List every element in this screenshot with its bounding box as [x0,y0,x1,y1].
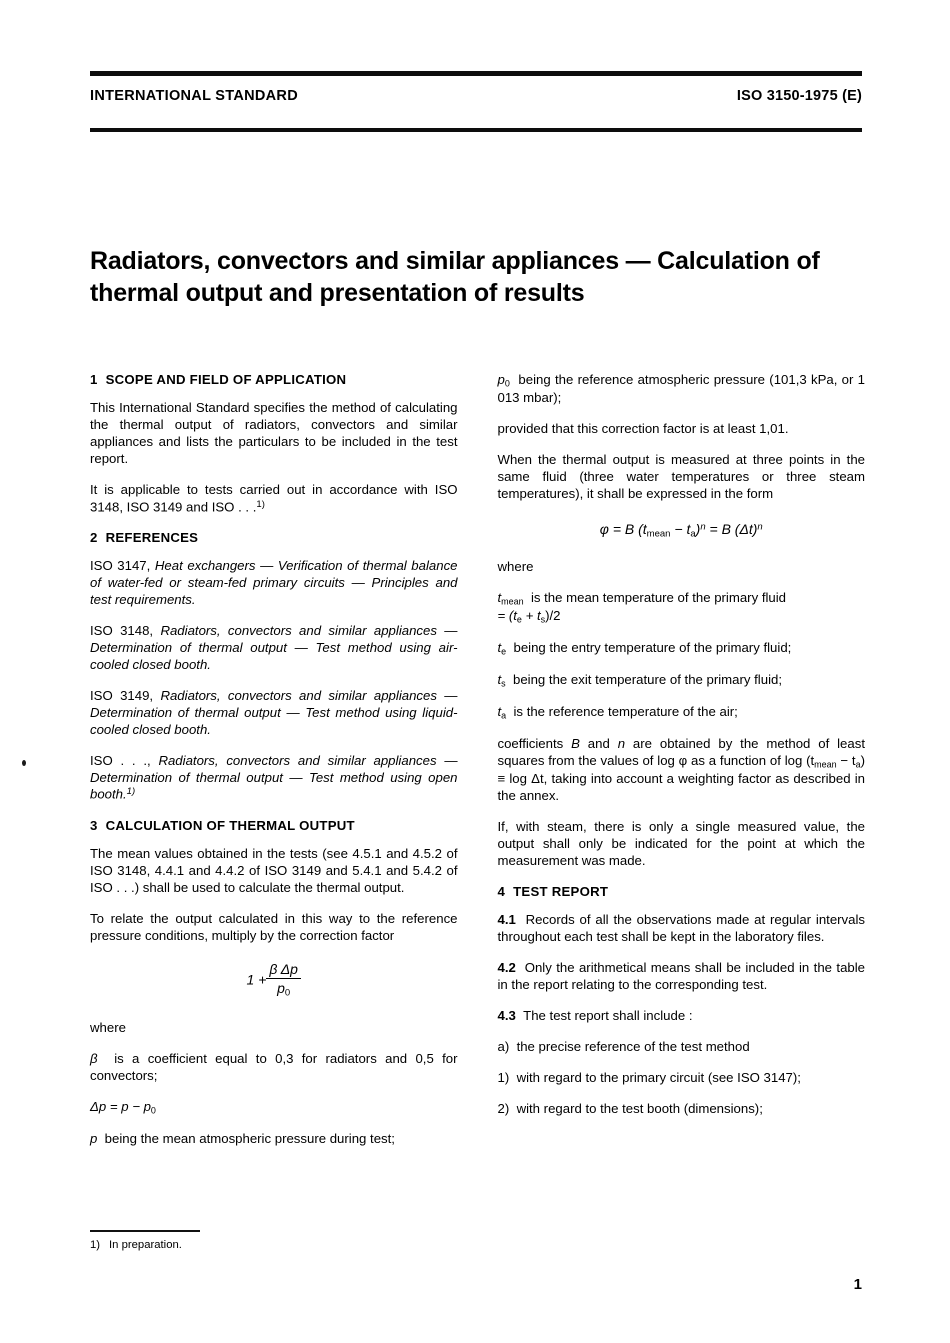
header-rule-bottom [90,128,862,132]
p0-definition-text: being the reference atmospheric pressure (101,3 kPa, or 1 013 mbar); [497,372,865,406]
page-header [90,88,862,104]
list-item-a-marker: a) [497,1038,510,1054]
p-definition [90,1131,458,1148]
clause-4-3 [498,1008,866,1025]
where-label-left: where [90,1020,126,1036]
formula-sup-n1: n [700,521,706,533]
clause-4-3-text: The test report shall include : [523,1008,693,1024]
reference-item-3147 [90,558,458,609]
clause-4-1-text: Records of all the observations made at regular intervals throughout each test shall be kept in the laboratory files. [497,912,866,945]
ta-sub: a [501,710,507,721]
section-title-1: SCOPE AND FIELD OF APPLICATION [105,372,347,387]
steam-paragraph: If, with steam, there is only a single measured value, the output shall only be indicated for the point at which the measurement was made. [497,819,865,869]
calculation-paragraph-2: To relate the output calculated in this way to the reference pressure conditions, multiply by the correction factor [90,910,458,943]
beta-definition [90,1051,458,1085]
delta-p-sub: 0 [150,1105,156,1116]
coefficients-sub-a: a [855,759,861,770]
reference-title-3147: Heat exchangers — Verification of thermal balance of water-fed or steam-fed primary circuits — Principles and test requirements. [90,557,458,607]
clause-4-2 [498,960,866,994]
te-symbol: t [497,640,502,656]
formula-sup-n2: n [757,521,763,533]
provided-paragraph: provided that this correction factor is at least 1,01. [497,420,789,436]
reference-title-3148: Radiators, convectors and similar appliances — Determination of thermal output — Test method using air-cooled closed booth. [90,622,458,672]
formula-eq2: = B (Δt) [709,520,758,537]
ts-definition [498,672,866,690]
section-heading-1 [90,372,458,387]
clause-4-3-number: 4.3 [497,1008,516,1024]
scope-paragraph-2-text: It is applicable to tests carried out in accordance with ISO 3148, ISO 3149 and ISO . . . [90,481,458,515]
document-type-label: INTERNATIONAL STANDARD [90,88,298,104]
scope-paragraph-2 [90,482,458,516]
margin-mark [22,760,26,766]
beta-symbol: β [90,1051,98,1067]
ta-definition-text: is the reference temperature of the air; [513,704,738,720]
tmean-formula-sub-e: e [516,614,522,625]
list-item-1 [498,1070,866,1087]
list-item-a [498,1039,866,1056]
clause-4-1-number: 4.1 [497,912,516,928]
thermal-output-formula [498,521,866,540]
section-number-2: 2 [90,529,98,545]
footnote-marker: 1) [90,1239,101,1251]
formula-denominator [266,979,301,999]
p-definition-text: being the mean atmospheric pressure during test; [104,1130,395,1146]
clause-4-2-text: Only the arithmetical means shall be included in the table in the report relating to the corresponding test. [497,960,866,993]
tmean-symbol: t [497,590,502,606]
ta-definition [498,704,866,722]
section-number-3: 3 [90,817,98,833]
correction-factor-formula [90,962,458,1000]
footnote-text: In preparation. [109,1239,182,1251]
page-number: 1 [853,1276,862,1293]
tmean-definition-text: is the mean temperature of the primary fluid [530,590,787,606]
formula-close: ) [695,520,701,537]
list-item-1-marker: 1) [497,1069,510,1085]
p0-definition [498,372,866,407]
p-symbol: p [90,1130,98,1146]
coefficient-B: B [571,736,580,752]
calculation-paragraph-1: The mean values obtained in the tests (see 4.5.1 and 4.5.2 of ISO 3148, 4.4.1 and 4.4.2 of ISO 3149 and 5.4.1 and 5.4.2 of ISO . . .) shall be used to calculate the thermal output. [90,845,458,895]
ta-symbol: t [497,704,502,720]
coefficients-definition [498,736,866,805]
te-definition [498,640,866,658]
coefficients-text-3: are obtained by the method of least squares from the values of log φ as a function of log (t [497,736,865,769]
delta-p-definition [90,1099,458,1117]
coefficients-text-4: − t [836,753,856,769]
footnote-separator [90,1230,200,1232]
tmean-sub: mean [501,596,524,607]
list-item-2-marker: 2) [497,1100,510,1116]
formula-numerator: β Δp [266,961,301,979]
page-title: Radiators, convectors and similar appliances — Calculation of thermal output and presentation of results [90,247,820,307]
right-column [498,372,866,1148]
formula-denominator-sub: 0 [284,988,291,1000]
formula-lead: 1 + [246,971,267,988]
reference-id-3148: ISO 3148, [90,622,161,638]
section-title-3: CALCULATION OF THERMAL OUTPUT [105,817,355,833]
section-heading-2 [90,530,458,545]
formula-minus: − t [674,520,691,537]
list-item-1-text: with regard to the primary circuit (see ISO 3147); [516,1069,801,1085]
formula-sub-mean: mean [646,528,671,540]
ts-sub: s [501,678,506,689]
section-number-1: 1 [90,372,98,387]
scope-paragraph-1: This International Standard specifies the method of calculating the thermal output of radiators, convectors and similar appliances and lists the particulars to be included in the test report. [90,400,458,466]
footnote-ref-1: 1) [256,498,265,510]
coefficients-text-5: ) ≡ log Δt, taking into account a weighting factor as described in the annex. [497,753,865,804]
footnote-ref-2: 1) [126,786,136,798]
te-definition-text: being the entry temperature of the primary fluid; [513,640,792,656]
ts-symbol: t [497,672,502,688]
section-number-4: 4 [497,884,506,900]
beta-definition-text: is a coefficient equal to 0,3 for radiators and 0,5 for convectors; [90,1051,458,1084]
coefficient-n: n [617,736,626,752]
reference-item-3149 [90,688,458,739]
section-heading-4 [498,884,866,899]
left-column [90,372,458,1148]
formula-fraction [266,961,301,999]
footnote [90,1239,182,1251]
tmean-formula-sub-s: s [540,614,546,625]
formula-sub-a: a [690,528,696,540]
reference-title-3149: Radiators, convectors and similar appliances — Determination of thermal output — Test method using liquid-cooled closed booth. [90,687,458,737]
clause-4-1 [498,912,866,946]
list-item-2-text: with regard to the test booth (dimensions); [516,1100,763,1116]
where-label-right: where [497,559,534,575]
tmean-formula-start: = (t [497,608,517,624]
section-title-2: REFERENCES [105,529,199,545]
list-item-2 [498,1101,866,1118]
te-sub: e [501,646,507,657]
list-item-a-text: the precise reference of the test method [516,1038,750,1054]
formula-phi: φ [599,520,609,537]
reference-title-open-booth: Radiators, convectors and similar appliances — Determination of thermal output — Test method using open booth. [90,752,458,802]
formula-eq1: = B (t [612,520,647,537]
formula-denominator-base: p [277,980,285,997]
header-rule-top [90,71,862,76]
coefficients-text-1: coefficients [497,736,572,752]
reference-id-3147: ISO 3147, [90,557,155,573]
section-title-4: TEST REPORT [513,884,609,900]
coefficients-sub-mean: mean [814,759,837,770]
tmean-formula-mid: + t [521,608,541,624]
clause-4-2-number: 4.2 [497,960,516,976]
ts-definition-text: being the exit temperature of the primary fluid; [512,672,783,688]
section-heading-3 [90,818,458,833]
delta-p-expression: Δp = p − p [90,1098,151,1114]
reference-id-open-booth: ISO . . ., [90,752,159,768]
reference-item-open-booth [90,753,458,804]
p0-symbol: p [497,372,505,387]
tmean-definition [498,590,866,626]
reference-id-3149: ISO 3149, [90,687,161,703]
coefficients-text-2: and [579,736,618,752]
standard-number-label: ISO 3150-1975 (E) [736,88,862,104]
p0-sub: 0 [504,378,510,389]
three-points-paragraph: When the thermal output is measured at three points in the same fluid (three water temperatures or three steam temperatures), it shall be expressed in the form [497,451,865,501]
reference-item-3148 [90,623,458,674]
two-column-body [90,372,865,1148]
tmean-formula-end: )/2 [545,608,561,624]
